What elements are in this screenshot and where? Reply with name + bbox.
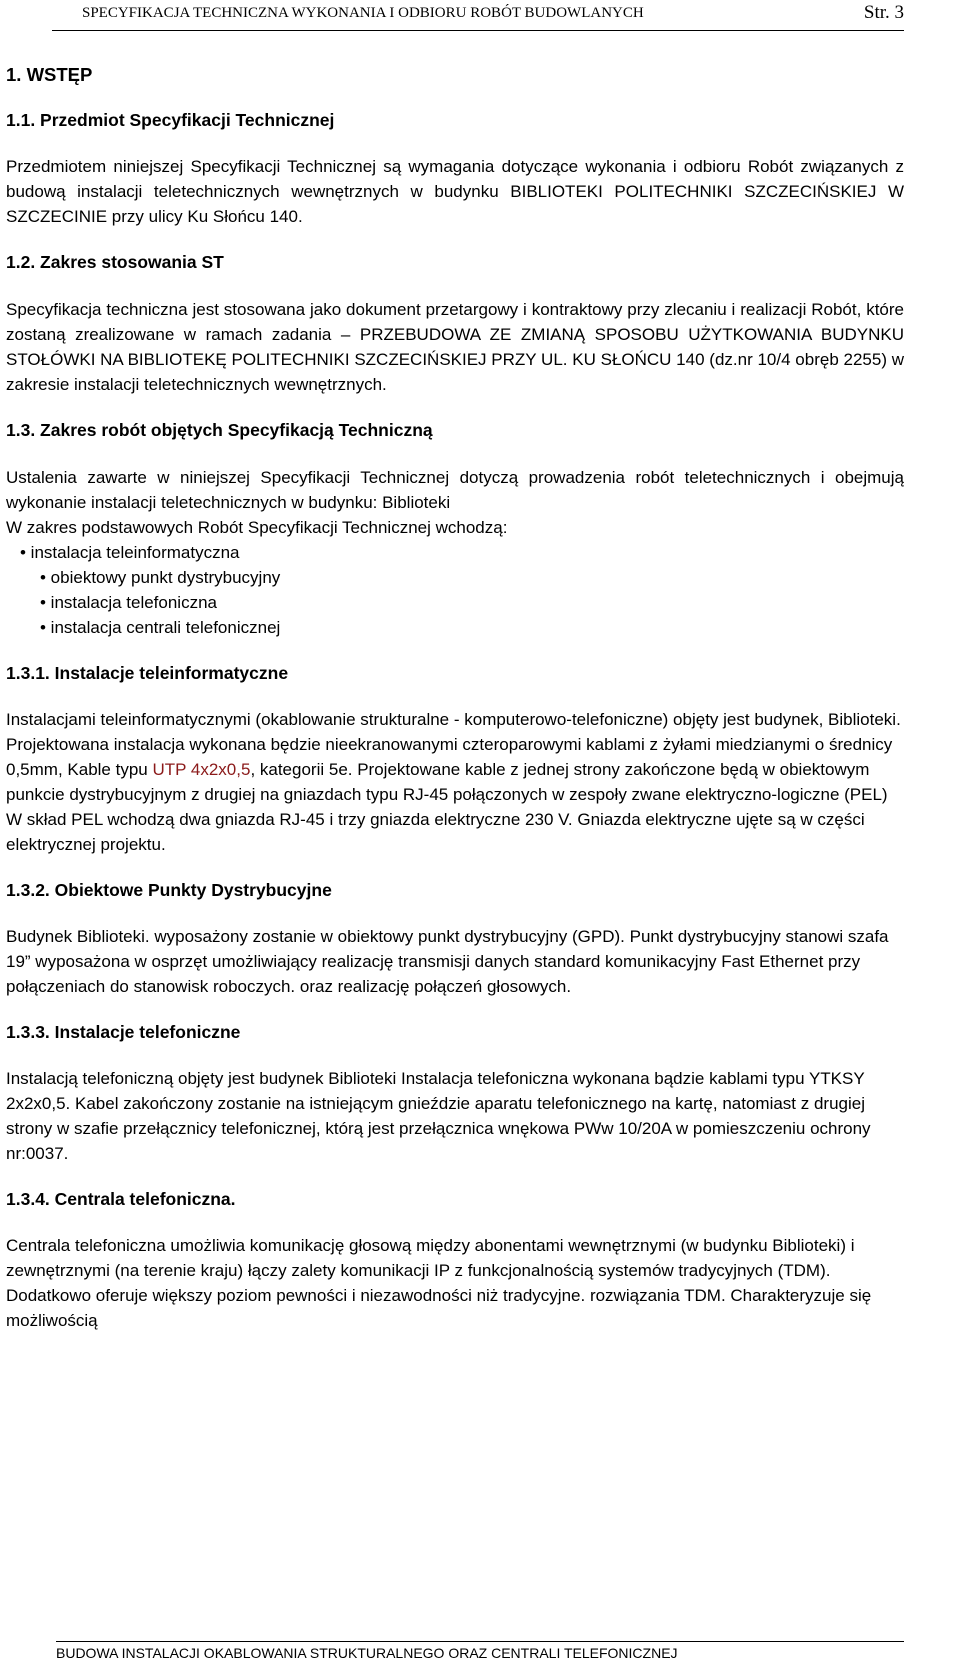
section-heading-1-3-3: 1.3.3. Instalacje telefoniczne xyxy=(6,1022,241,1042)
paragraph-1-3-1-a: Instalacjami teleinformatycznymi (okablowanie strukturalne - komputerowo-telefoniczne) objęty jest budynek, Biblioteki. xyxy=(6,710,901,729)
paragraph-1-3-4: Centrala telefoniczna umożliwia komunikację głosową między abonentami wewnętrznymi (w budynku Biblioteki) i zewnętrznymi (na terenie kraju) łączy zalety komunikacji IP z funkcjonalnością systemów tradycyjnych (TDM). Dodatkowo oferuje większy poziom pewności i niezawodności niż tradycyjne. rozwiązania TDM. Charakteryzuje się możliwością xyxy=(6,1236,872,1330)
document-body xyxy=(6,62,904,1333)
cable-type-highlight: UTP 4x2x0,5 xyxy=(152,760,251,779)
page-footer: BUDOWA INSTALACJI OKABLOWANIA STRUKTURALNEGO ORAZ CENTRALI TELEFONICZNEJ xyxy=(56,1641,904,1662)
paragraph-1-3-1-text-b: , kategorii 5e. Projektowane kable z jednej strony zakończone będą w obiektowym punkcie dystrybucyjnym z drugiej na gniazdach typu RJ-45 połączonych w zespoły zwane elektryczno-logiczne (PEL) W skład PEL wchodzą dwa gniazda RJ-45 i trzy gniazda elektryczne 230 V. Gniazda elektryczne ujęte są w części elektrycznej projektu. xyxy=(6,760,888,854)
paragraph-1-3-1-text-a: Projektowana instalacja wykonana będzie nieekranowanymi czteroparowymi kablami z żyłami miedzianymi o średnicy 0,5mm, Kable typu xyxy=(6,735,893,779)
paragraph-1-3-2: Budynek Biblioteki. wyposażony zostanie w obiektowy punkt dystrybucyjny (GPD). Punkt dystrybucyjny stanowi szafa 19” wyposażona w osprzęt umożliwiający realizację transmisji danych standard komunikacyjny Fast Ethernet przy połączeniach do stanowisk roboczych. oraz realizację połączeń głosowych. xyxy=(6,927,889,996)
paragraph-1-3: Ustalenia zawarte w niniejszej Specyfikacji Technicznej dotyczą prowadzenia robót teletechnicznych i obejmują wykonanie instalacji teletechnicznych w budynku: Biblioteki xyxy=(6,468,904,512)
paragraph-1-3-3: Instalacją telefoniczną objęty jest budynek Biblioteki Instalacja telefoniczna wykonana bądzie kablami typu YTKSY 2x2x0,5. Kabel zakończony zostanie na istniejącym gnieździe aparatu telefonicznego na kartę, natomiast z drugiej strony w szafie przełącznicy telefonicznej, którą jest przełącznica wnękowa PWw 10/20A w pomieszczeniu ochrony nr:0037. xyxy=(6,1069,871,1163)
list-item: • obiektowy punkt dystrybucyjny xyxy=(40,568,281,587)
paragraph-1-3-intro: W zakres podstawowych Robót Specyfikacji Technicznej wchodzą: xyxy=(6,518,508,537)
paragraph-1-3-1-b xyxy=(6,732,904,857)
list-item: • instalacja teleinformatyczna xyxy=(20,543,240,562)
paragraph-1-2: Specyfikacja techniczna jest stosowana jako dokument przetargowy i kontraktowy przy zlecaniu i realizacji Robót, które zostaną zrealizowane w ramach zadania – PRZEBUDOWA ZE ZMIANĄ SPOSOBU UŻYTKOWANIA BUDYNKU STOŁÓWKI NA BIBLIOTEKĘ POLITECHNIKI SZCZECIŃSKIEJ PRZY UL. KU SŁOŃCU 140 (dz.nr 10/4 obręb 2255) w zakresie instalacji teletechnicznych wewnętrznych. xyxy=(6,300,904,394)
list-item: • instalacja centrali telefonicznej xyxy=(40,618,281,637)
section-heading-1-3-4: 1.3.4. Centrala telefoniczna. xyxy=(6,1189,236,1209)
header-title: SPECYFIKACJA TECHNICZNA WYKONANIA I ODBIORU ROBÓT BUDOWLANYCH xyxy=(82,5,644,21)
list-item: • instalacja telefoniczna xyxy=(40,593,217,612)
section-heading-1: 1. WSTĘP xyxy=(6,64,93,85)
section-heading-1-3-2: 1.3.2. Obiektowe Punkty Dystrybucyjne xyxy=(6,880,332,900)
section-heading-1-1: 1.1. Przedmiot Specyfikacji Technicznej xyxy=(6,110,335,130)
page-number: Str. 3 xyxy=(863,2,904,23)
section-heading-1-3-1: 1.3.1. Instalacje teleinformatyczne xyxy=(6,663,289,683)
scope-list xyxy=(6,540,904,640)
page-header xyxy=(52,0,904,31)
paragraph-1-1: Przedmiotem niniejszej Specyfikacji Technicznej są wymagania dotyczące wykonania i odbioru Robót związanych z budową instalacji teletechnicznych wewnętrznych w budynku BIBLIOTEKI POLITECHNIKI SZCZECIŃSKIEJ W SZCZECINIE przy ulicy Ku Słońcu 140. xyxy=(6,157,904,226)
section-heading-1-2: 1.2. Zakres stosowania ST xyxy=(6,252,224,272)
section-heading-1-3: 1.3. Zakres robót objętych Specyfikacją Techniczną xyxy=(6,420,433,440)
